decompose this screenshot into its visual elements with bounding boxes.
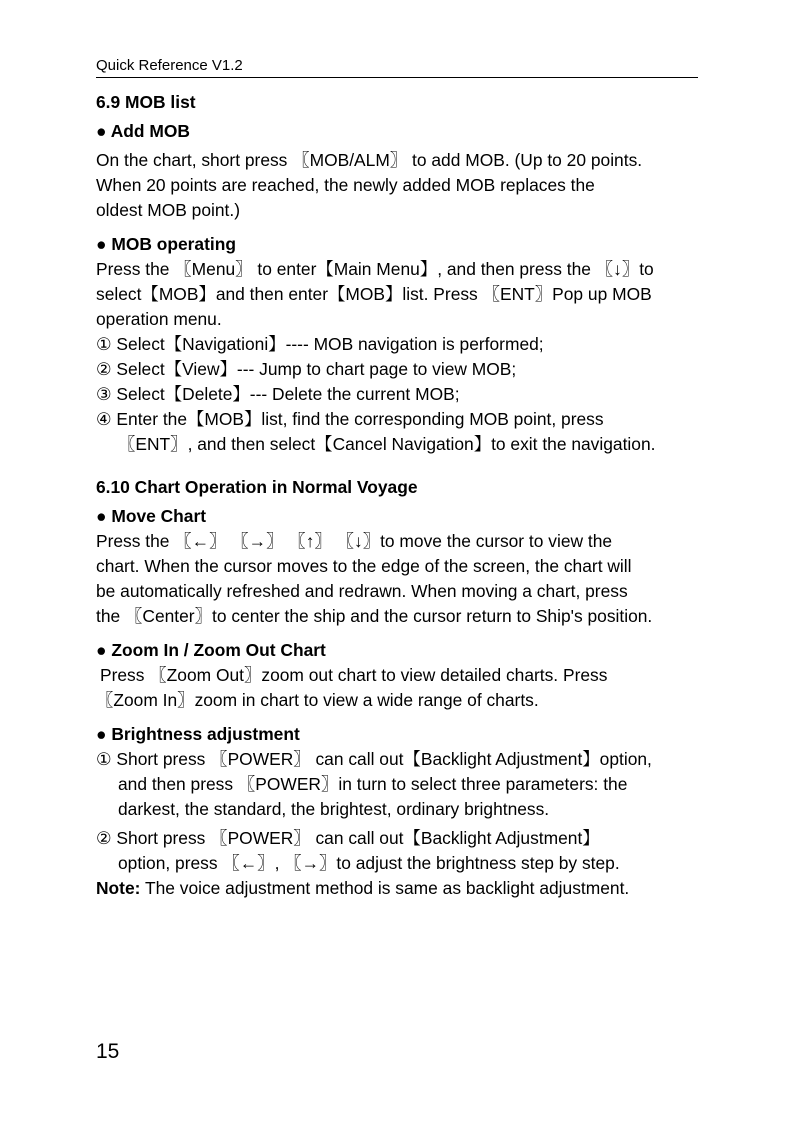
mob-operating-line-2: select【MOB】and then enter【MOB】list. Press 〖ENT〗Pop up MOB	[96, 284, 652, 304]
add-mob-line-3: oldest MOB point.)	[96, 200, 241, 220]
note-text: The voice adjustment method is same as backlight adjustment.	[140, 878, 630, 898]
move-chart-line-1: Press the 〖←〗 〖→〗 〖↑〗 〖↓〗to move the cursor to view the	[96, 531, 613, 551]
note-label: Note:	[96, 878, 141, 898]
zoom-line-2: 〖Zoom In〗zoom in chart to view a wide range of charts.	[96, 690, 539, 710]
move-chart-line-4: the 〖Center〗to center the ship and the cursor return to Ship's position.	[96, 606, 653, 626]
add-mob-heading: ● Add MOB	[96, 121, 190, 141]
mob-operating-heading: ● MOB operating	[96, 234, 236, 254]
note-paragraph	[96, 876, 708, 901]
brightness-item-1-line-2: and then press 〖POWER〗in turn to select three parameters: the	[118, 774, 628, 794]
mob-item-2: ② Select【View】--- Jump to chart page to view MOB;	[96, 359, 517, 379]
mob-operating-line-1: Press the 〖Menu〗 to enter【Main Menu】, and then press the 〖↓〗to	[96, 259, 654, 279]
mob-item-4-line-1: ④ Enter the【MOB】list, find the corresponding MOB point, press	[96, 409, 604, 429]
move-chart-heading: ● Move Chart	[96, 506, 207, 526]
header-title: Quick Reference V1.2	[96, 57, 243, 74]
brightness-item-2-line-1: ② Short press 〖POWER〗 can call out【Backlight Adjustment】	[96, 828, 600, 848]
move-chart-line-3: be automatically refreshed and redrawn. When moving a chart, press	[96, 581, 628, 601]
zoom-heading: ● Zoom In / Zoom Out Chart	[96, 640, 326, 660]
add-mob-line-2: When 20 points are reached, the newly added MOB replaces the	[96, 175, 595, 195]
mob-item-1: ① Select【Navigationi】---- MOB navigation is performed;	[96, 334, 544, 354]
zoom-line-1: Press 〖Zoom Out〗zoom out chart to view detailed charts. Press	[100, 665, 608, 685]
brightness-item-1-line-1: ① Short press 〖POWER〗 can call out【Backlight Adjustment】option,	[96, 749, 652, 769]
page-number: 15	[96, 1040, 120, 1063]
page-content	[96, 90, 708, 901]
add-mob-line-1: On the chart, short press 〖MOB/ALM〗 to add MOB. (Up to 20 points.	[96, 150, 643, 170]
mob-item-4-line-2: 〖ENT〗, and then select【Cancel Navigation】to exit the navigation.	[118, 434, 656, 454]
brightness-item-2-line-2: option, press 〖←〗, 〖→〗to adjust the brightness step by step.	[118, 853, 620, 873]
mob-operating-line-3: operation menu.	[96, 309, 222, 329]
section-6-10-title: 6.10 Chart Operation in Normal Voyage	[96, 477, 418, 497]
section-6-9-title: 6.9 MOB list	[96, 92, 196, 112]
mob-item-3: ③ Select【Delete】--- Delete the current MOB;	[96, 384, 460, 404]
brightness-item-1-line-3: darkest, the standard, the brightest, ordinary brightness.	[118, 799, 550, 819]
move-chart-line-2: chart. When the cursor moves to the edge of the screen, the chart will	[96, 556, 632, 576]
brightness-heading: ● Brightness adjustment	[96, 724, 300, 744]
running-header	[96, 57, 698, 78]
